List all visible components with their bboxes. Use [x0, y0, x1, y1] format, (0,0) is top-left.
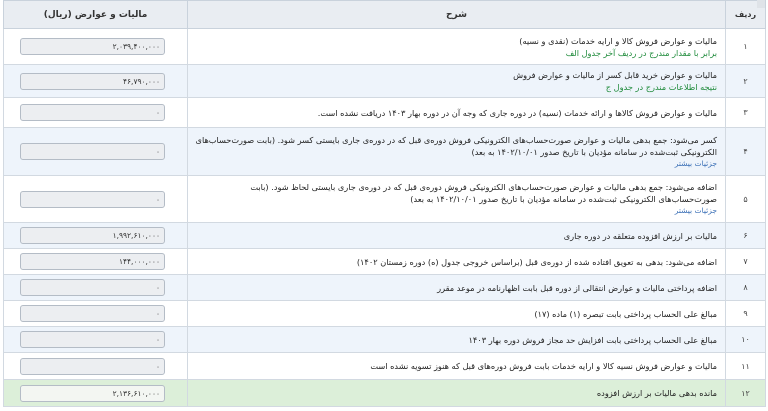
amount-field[interactable]: ۰	[20, 104, 165, 121]
row-description	[188, 29, 726, 65]
description-header: شرح	[188, 1, 726, 29]
vat-summary-table	[3, 0, 766, 407]
table-row	[4, 275, 766, 301]
table-row	[4, 29, 766, 65]
more-details-link[interactable]: جزئیات بیشتر	[674, 158, 717, 168]
description-text: مالیات و عوارض خرید قابل کسر از مالیات و عوارض فروش	[513, 70, 717, 80]
scrollbar-corner[interactable]	[757, 0, 765, 8]
table-row	[4, 249, 766, 275]
description-note: برابر با مقدار مندرج در ردیف آخر جدول الف	[565, 47, 717, 58]
table-row	[4, 301, 766, 327]
row-number: ۱۰	[726, 327, 766, 353]
row-number: ۳	[726, 98, 766, 128]
description-text: مبالغ علی الحساب پرداختی بابت افزایش حد مجاز فروش دوره بهار ۱۴۰۳	[468, 334, 717, 345]
row-description	[188, 353, 726, 380]
row-description	[188, 98, 726, 128]
table-row	[4, 353, 766, 380]
amount-field[interactable]: ۴۶,۷۹۰,۰۰۰	[20, 73, 165, 90]
amount-cell	[4, 176, 188, 223]
amount-field[interactable]: ۲,۰۳۹,۴۰۰,۰۰۰	[20, 38, 165, 55]
row-description	[188, 176, 726, 223]
description-note: نتیجه اطلاعات مندرج در جدول ج	[605, 82, 717, 92]
row-number: ۶	[726, 223, 766, 249]
amount-field[interactable]: ۰	[20, 191, 165, 208]
table-row	[4, 128, 766, 176]
row-number: ۱	[726, 29, 766, 65]
row-number: ۵	[726, 176, 766, 223]
amount-cell	[4, 223, 188, 249]
amount-field[interactable]: ۱,۹۹۲,۶۱۰,۰۰۰	[20, 227, 165, 244]
row-number-header: ردیف	[726, 1, 766, 29]
description-text: اضافه پرداختی مالیات و عوارض انتقالی از دوره قبل بابت اظهارنامه در موعد مقرر	[437, 282, 717, 293]
row-number: ۷	[726, 249, 766, 275]
amount-cell	[4, 98, 188, 128]
vat-return-panel	[3, 0, 765, 411]
row-description	[188, 327, 726, 353]
table-row	[4, 65, 766, 98]
total-amount-field[interactable]: ۲,۱۳۶,۶۱۰,۰۰۰	[20, 385, 165, 402]
description-text: مالیات و عوارض فروش نسیه کالا و ارایه خدمات بابت فروش دوره‌های قبل که هنوز تسویه نشده است	[370, 361, 717, 371]
description-text: اضافه می‌شود: بدهی به تعویق افتاده شده از دوره‌ی قبل (براساس خروجی جدول (ه) دوره زمستان ۱۴۰۲)	[356, 256, 717, 267]
description-text: مبالغ علی الحساب پرداختی بابت تبصره (۱) ماده (۱۷)	[534, 308, 717, 319]
table-row	[4, 327, 766, 353]
table-row	[4, 176, 766, 223]
amount-cell	[4, 249, 188, 275]
amount-field[interactable]: ۱۴۴,۰۰۰,۰۰۰	[20, 253, 165, 270]
amount-cell	[4, 128, 188, 176]
row-description	[188, 275, 726, 301]
amount-field[interactable]: ۰	[20, 279, 165, 296]
amount-field[interactable]: ۰	[20, 358, 165, 375]
table-header-row	[4, 1, 766, 29]
row-description	[188, 223, 726, 249]
amount-field[interactable]: ۰	[20, 143, 165, 160]
row-number: ۹	[726, 301, 766, 327]
description-text: اضافه می‌شود: جمع بدهی مالیات و عوارض صورت‌حساب‌های الکترونیکی فروش دوره‌ی قبل که در دوره‌ی جاری بایستی لحاظ شود. (بابت صورت‌حساب‌های الکترونیکی ثبت‌شده در سامانه مؤدیان با تاریخ صدور ۱۴۰۲/۱۰/۰۱ به بعد)	[250, 182, 717, 204]
amount-cell	[4, 353, 188, 380]
amount-cell	[4, 301, 188, 327]
row-number: ۲	[726, 65, 766, 98]
row-description	[188, 65, 726, 98]
row-description	[188, 128, 726, 176]
more-details-link[interactable]: جزئیات بیشتر	[674, 206, 717, 215]
total-row	[4, 380, 766, 407]
row-number: ۸	[726, 275, 766, 301]
description-text: مالیات و عوارض فروش کالا و ارایه خدمات (نقدی و نسیه)	[519, 35, 717, 46]
amount-cell	[4, 65, 188, 98]
description-text: مالیات بر ارزش افزوده متعلقه در دوره جاری	[563, 230, 717, 241]
row-description	[188, 249, 726, 275]
amount-cell	[4, 327, 188, 353]
row-number: ۱۲	[726, 380, 766, 407]
row-number: ۱۱	[726, 353, 766, 380]
amount-cell	[4, 380, 188, 407]
row-description	[188, 301, 726, 327]
row-description	[188, 380, 726, 407]
amount-header: مالیات و عوارض (ریال)	[4, 1, 188, 29]
description-text: مانده بدهی مالیات بر ارزش افزوده	[596, 388, 717, 398]
amount-cell	[4, 29, 188, 65]
description-text: مالیات و عوارض فروش کالاها و ارائه خدمات (نسیه) در دوره جاری که وجه آن در دوره بهار ۱۴۰۳ دریافت نشده است.	[317, 107, 717, 118]
description-text: کسر می‌شود: جمع بدهی مالیات و عوارض صورت‌حساب‌های الکترونیکی فروش دوره‌ی قبل که در دوره‌ی جاری بایستی کسر شود. (بابت صورت‌حساب‌های الکترونیکی ثبت‌شده در سامانه مؤدیان با تاریخ صدور ۱۴۰۲/۱۰/۰۱ به بعد)	[195, 134, 717, 157]
amount-field[interactable]: ۰	[20, 331, 165, 348]
table-row	[4, 223, 766, 249]
row-number: ۴	[726, 128, 766, 176]
amount-field[interactable]: ۰	[20, 305, 165, 322]
table-row	[4, 98, 766, 128]
amount-cell	[4, 275, 188, 301]
